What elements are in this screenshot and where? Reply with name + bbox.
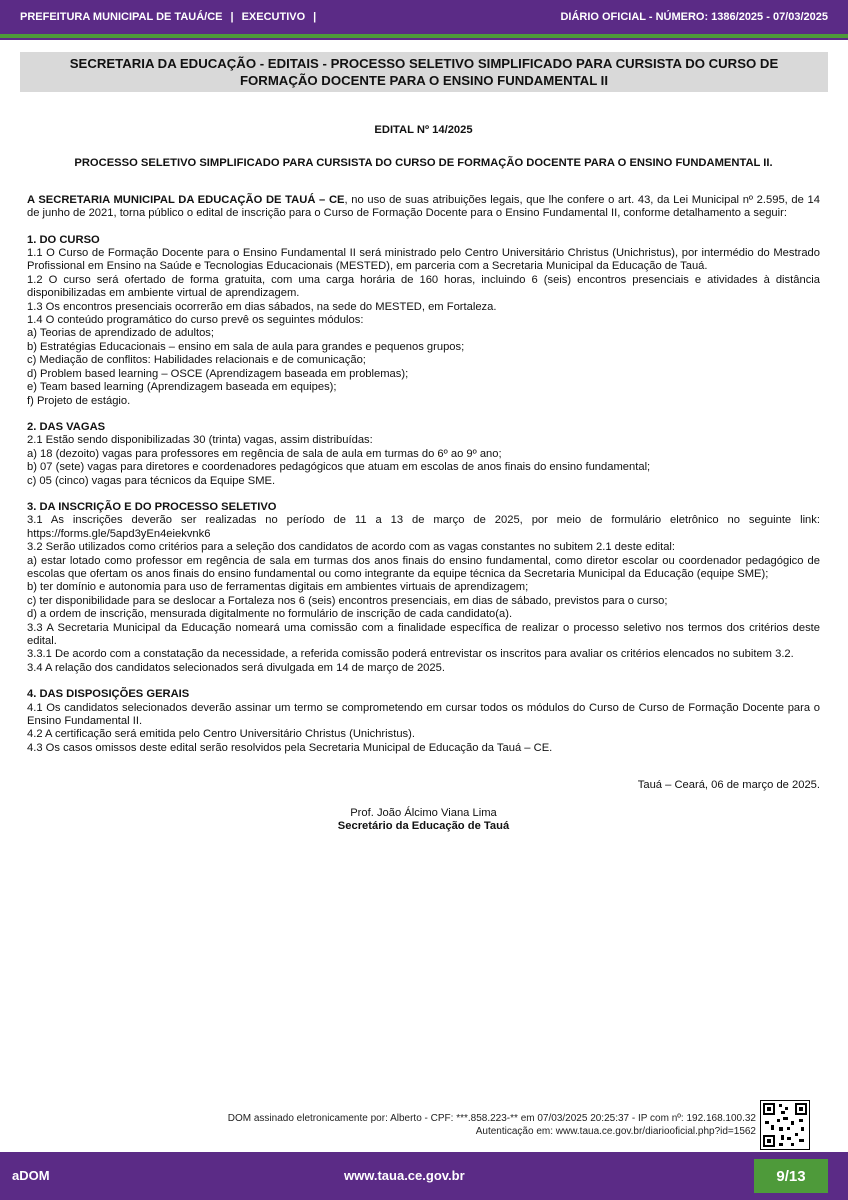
header-separator: |: [230, 11, 234, 23]
intro-paragraph: [27, 194, 820, 221]
intro-bold: A SECRETARIA MUNICIPAL DA EDUCAÇÃO DE TAUÁ – CE: [27, 193, 345, 206]
section-paragraph: a) Teorias de aprendizado de adultos;: [27, 327, 215, 340]
auth-line: Autenticação em: www.taua.ce.gov.br/diariooficial.php?id=1562: [475, 1126, 756, 1137]
section-paragraph: 1.4 O conteúdo programático do curso prevê os seguintes módulos:: [27, 314, 364, 327]
edition-label: DIÁRIO OFICIAL - NÚMERO: 1386/2025 - 07/03/2025: [560, 11, 828, 23]
section-paragraph: 4.1 Os candidatos selecionados deverão assinar um termo se comprometendo em cursar todos os módulos do Curso de Curso de Formação Docente para o Ensino Fundamental II.: [27, 701, 820, 728]
section-paragraph: f) Projeto de estágio.: [27, 394, 131, 407]
footer-brand: aDOM: [12, 1168, 50, 1183]
section-paragraph: b) Estratégias Educacionais – ensino em sala de aula para grandes e pequenos grupos;: [27, 340, 465, 353]
section-paragraph: 3.4 A relação dos candidatos selecionados será divulgada em 14 de março de 2025.: [27, 661, 445, 674]
footer-website-link[interactable]: www.taua.ce.gov.br: [344, 1168, 465, 1183]
section: [27, 234, 820, 408]
header-bar: [0, 0, 848, 34]
section-paragraph: a) estar lotado como professor em regência de sala em turmas dos anos finais do ensino fundamental, como diretor escolar ou coordenador pedagógico de escolas que ofertam os anos finais do ensino fundamental ou como integrante da equipe técnica da Secretaria Municipal da Educação (equipe SME);: [27, 554, 820, 580]
section-heading: 1. DO CURSO: [27, 233, 100, 246]
section-heading: 4. DAS DISPOSIÇÕES GERAIS: [27, 688, 190, 701]
section: [27, 688, 820, 755]
section-paragraph: 3.2 Serão utilizados como critérios para a seleção dos candidatos de acordo com as vagas constantes no subitem 2.1 deste edital:: [27, 541, 676, 554]
qr-code-graphic: [761, 1101, 809, 1149]
sections-container: [27, 234, 820, 756]
municipality-label: PREFEITURA MUNICIPAL DE TAUÁ/CE: [20, 11, 223, 23]
section: [27, 421, 820, 488]
section-paragraph: 3.1 As inscrições deverão ser realizadas no período de 11 a 13 de março de 2025, por meio de formulário eletrônico no seguinte link: https://forms.gle/5apd3yEn4eiekvnk6: [27, 514, 820, 540]
section-paragraph: 1.2 O curso será ofertado de forma gratuita, com uma carga horária de 160 horas, incluindo 6 (seis) encontros presenciais e atividades à distância disponibilizadas em ambiente virtual de aprendizagem.: [27, 273, 820, 300]
footer-bar: [0, 1152, 848, 1200]
header-left: [20, 11, 324, 23]
header-separator-end: |: [313, 11, 317, 23]
edital-subtitle: PROCESSO SELETIVO SIMPLIFICADO PARA CURSISTA DO CURSO DE FORMAÇÃO DOCENTE PARA O ENSINO FUNDAMENTAL II.: [74, 157, 773, 170]
section-paragraph: e) Team based learning (Aprendizagem baseada em equipes);: [27, 381, 337, 394]
header-divider-purple: [0, 38, 848, 40]
section-paragraph: 1.1 O Curso de Formação Docente para o Ensino Fundamental II será ministrado pelo Centro Universitário Christus (Unichristus), por intermédio do Mestrado Profissional em Ensino na Saúde e Tecnologias Educacionais (MESTED), em parceria com a Secretaria Municipal da Educação de Tauá.: [27, 247, 820, 273]
edital-number: EDITAL Nº 14/2025: [374, 124, 473, 136]
section-paragraph: c) Mediação de conflitos: Habilidades relacionais e de comunicação;: [27, 354, 366, 367]
qr-code-icon: [760, 1100, 810, 1150]
signer-title: Secretário da Educação de Tauá: [337, 820, 510, 833]
section-paragraph: c) 05 (cinco) vagas para técnicos da Equipe SME.: [27, 474, 276, 487]
section-paragraph: 3.3.1 De acordo com a constatação da necessidade, a referida comissão poderá entrevistar os inscritos para avaliar os critérios elencados no subitem 3.2.: [27, 648, 794, 661]
signer-name: Prof. João Álcimo Viana Lima: [350, 806, 497, 819]
section-label: EXECUTIVO: [241, 11, 306, 23]
section-paragraph: b) 07 (sete) vagas para diretores e coordenadores pedagógicos que atuam em escolas de anos finais do ensino fundamental;: [27, 461, 651, 474]
section-paragraph: 2.1 Estão sendo disponibilizadas 30 (trinta) vagas, assim distribuídas:: [27, 434, 373, 447]
section-paragraph: b) ter domínio e autonomia para uso de ferramentas digitais em ambientes virtuais de aprendizagem;: [27, 581, 529, 594]
intro-text: , no uso de suas atribuições legais, que lhe confere o art. 43, da Lei Municipal nº 2.595, de 14 de junho de 2021, torna público o edital de inscrição para o Curso de Formação Docente para o Ensino Fundamental II, conforme detalhamento a seguir:: [27, 193, 820, 220]
section-paragraph: 4.3 Os casos omissos deste edital serão resolvidos pela Secretaria Municipal de Educação da Tauá – CE.: [27, 741, 553, 754]
signed-line: DOM assinado eletronicamente por: Alberto - CPF: ***.858.223-** em 07/03/2025 20:25:37 - IP com nº: 192.168.100.32: [227, 1113, 756, 1124]
section-heading: 2. DAS VAGAS: [27, 420, 106, 433]
signature-note: [228, 1112, 756, 1138]
section-paragraph: 4.2 A certificação será emitida pelo Centro Universitário Christus (Unichristus).: [27, 728, 415, 741]
section: [27, 501, 820, 675]
section-paragraph: c) ter disponibilidade para se deslocar a Fortaleza nos 6 (seis) encontros presenciais, em dias de sábado, previstos para o curso;: [27, 594, 668, 607]
document-body: [27, 124, 820, 833]
section-heading: 3. DA INSCRIÇÃO E DO PROCESSO SELETIVO: [27, 500, 277, 513]
section-paragraph: 1.3 Os encontros presenciais ocorrerão em dias sábados, na sede do MESTED, em Fortaleza.: [27, 300, 497, 313]
section-paragraph: d) Problem based learning – OSCE (Aprendizagem baseada em problemas);: [27, 367, 409, 380]
section-paragraph: d) a ordem de inscrição, mensurada digitalmente no formulário de inscrição de cada candidato(a).: [27, 608, 513, 621]
section-paragraph: a) 18 (dezoito) vagas para professores em regência de sala de aula em turmas do 6º ao 9º ano;: [27, 447, 502, 460]
section-paragraph: 3.3 A Secretaria Municipal da Educação nomeará uma comissão com a finalidade específica de realizar o processo seletivo nos termos dos critérios deste edital.: [27, 621, 820, 647]
publication-title: SECRETARIA DA EDUCAÇÃO - EDITAIS - PROCESSO SELETIVO SIMPLIFICADO PARA CURSISTA DO CURSO DE FORMAÇÃO DOCENTE PARA O ENSINO FUNDAMENTAL II: [20, 52, 828, 92]
place-date: Tauá – Ceará, 06 de março de 2025.: [637, 779, 820, 792]
page-number: 9/13: [754, 1159, 828, 1193]
